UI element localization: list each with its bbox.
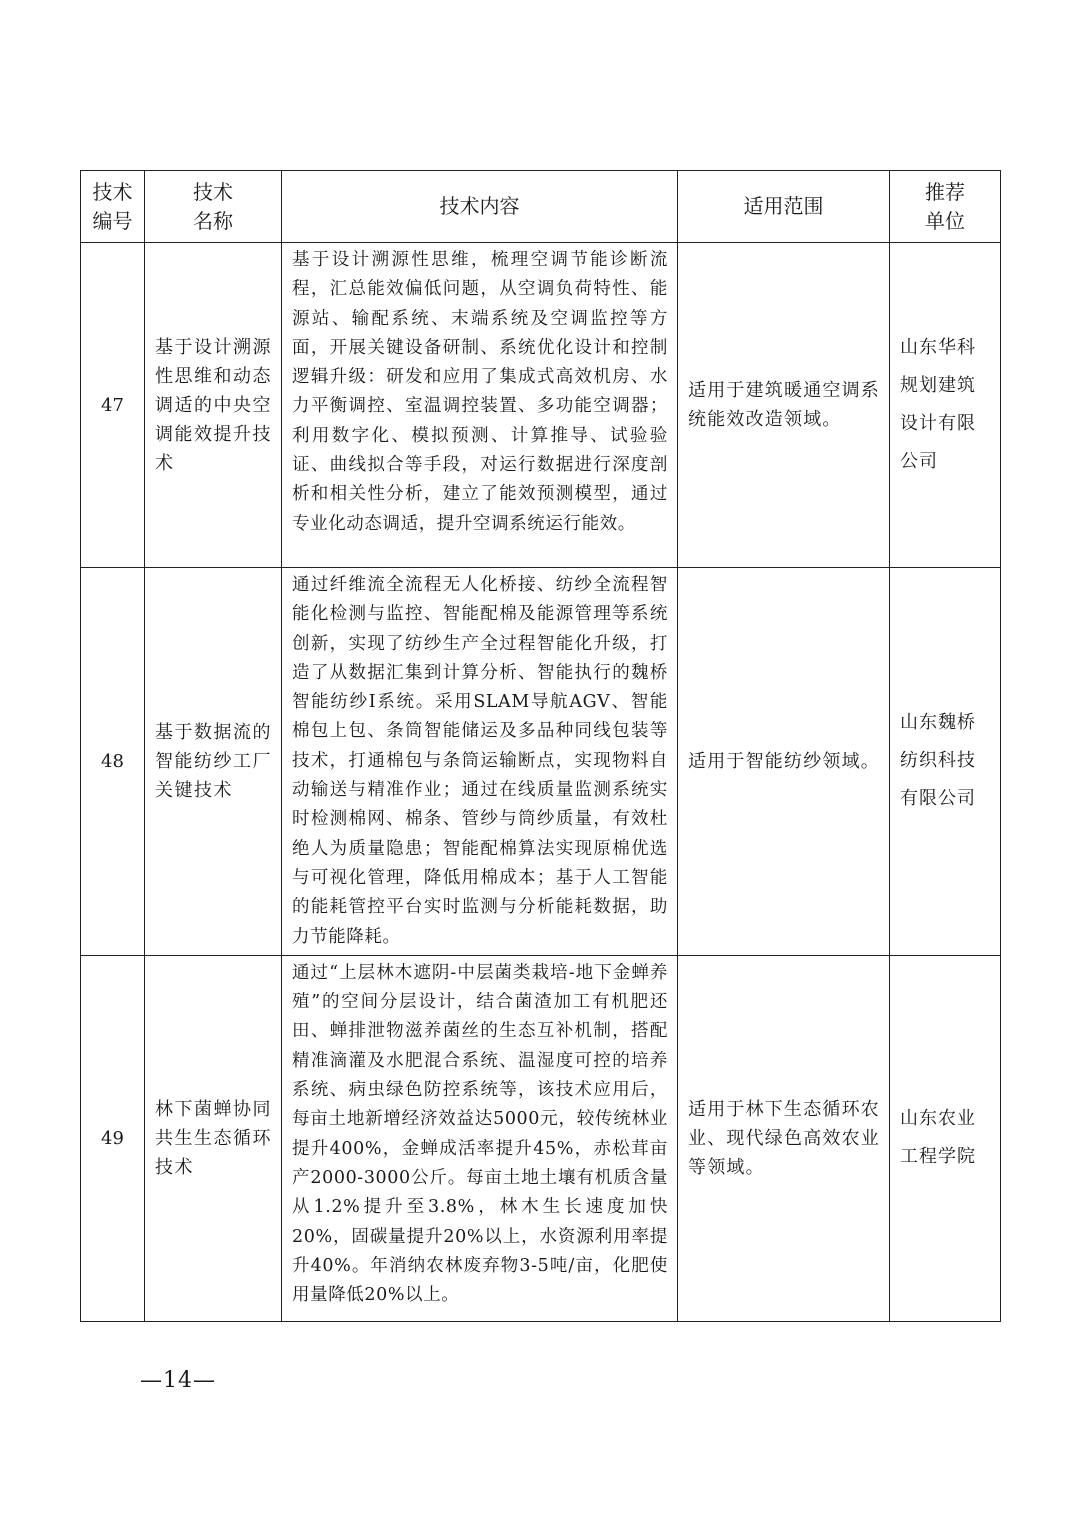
header-row xyxy=(81,171,1001,243)
tech-content-cell: 通过纤维流全流程无人化桥接、纺纱全流程智能化检测与监控、智能配棉及能源管理等系统创新，实现了纺纱生产全过程智能化升级，打造了从数据汇集到计算分析、智能执行的魏桥智能纺纱I系统。采用SLAM导航AGV、智能棉包上包、条筒智能储运及多品种同线包装等技术，打通棉包与条筒运输断点，实现物料自动输送与精准作业；通过在线质量监测系统实时检测棉网、棉条、管纱与筒纱质量，有效杜绝人为质量隐患；智能配棉算法实现原棉优选与可视化管理，降低用棉成本；基于人工智能的能耗管控平台实时监测与分析能耗数据，助力节能降耗。 xyxy=(282,568,678,956)
header-tech-content-label: 技术内容 xyxy=(439,194,520,218)
header-tech-number-label: 技术 编号 xyxy=(92,179,133,233)
table-body xyxy=(81,243,1001,1322)
tech-content-cell: 通过“上层林木遮阴-中层菌类栽培-地下金蝉养殖”的空间分层设计，结合菌渣加工有机肥还田、蝉排泄物滋养菌丝的生态互补机制，搭配精准滴灌及水肥混合系统、温湿度可控的培养系统、病虫绿色防控系统等，该技术应用后，每亩土地新增经济效益达5000元，较传统林业提升400%，金蝉成活率提升45%，赤松茸亩产2000-3000公斤。每亩土地土壤有机质含量从1.2%提升至3.8%，林木生长速度加快20%，固碳量提升20%以上，水资源利用率提升40%。年消纳农林废弃物3-5吨/亩，化肥使用量降低20%以上。 xyxy=(282,955,678,1321)
scope-cell: 适用于林下生态循环农业、现代绿色高效农业等领域。 xyxy=(678,955,890,1321)
header-recommending-unit-label: 推荐 单位 xyxy=(925,179,965,233)
recommending-unit-cell: 山东华科规划建筑设计有限公司 xyxy=(890,243,1001,568)
header-tech-name-label: 技术 名称 xyxy=(193,179,233,233)
header-tech-name xyxy=(145,171,282,243)
header-tech-number xyxy=(81,171,145,243)
scope-cell: 适用于智能纺纱领域。 xyxy=(678,568,890,956)
tech-number-cell: 48 xyxy=(81,568,145,956)
header-tech-content xyxy=(282,171,678,243)
header-recommending-unit xyxy=(890,171,1001,243)
tech-content-cell: 基于设计溯源性思维，梳理空调节能诊断流程，汇总能效偏低问题，从空调负荷特性、能源站、输配系统、末端系统及空调监控等方面，开展关键设备研制、系统优化设计和控制逻辑升级：研发和应用了集成式高效机房、水力平衡调控、室温调控装置、多功能空调器；利用数字化、模拟预测、计算推导、试验验证、曲线拟合等手段，对运行数据进行深度剖析和相关性分析，建立了能效预测模型，通过专业化动态调适，提升空调系统运行能效。 xyxy=(282,243,678,568)
tech-name-cell: 林下菌蝉协同共生生态循环技术 xyxy=(145,955,282,1321)
scope-cell: 适用于建筑暖通空调系统能效改造领域。 xyxy=(678,243,890,568)
tech-name-cell: 基于数据流的智能纺纱工厂关键技术 xyxy=(145,568,282,956)
page-number: —14— xyxy=(140,1368,216,1393)
table-header xyxy=(81,171,1001,243)
header-scope xyxy=(678,171,890,243)
recommending-unit-cell: 山东农业工程学院 xyxy=(890,955,1001,1321)
table-row xyxy=(81,243,1001,568)
table-row xyxy=(81,568,1001,956)
header-scope-label: 适用范围 xyxy=(743,194,824,218)
table-row xyxy=(81,955,1001,1321)
tech-number-cell: 47 xyxy=(81,243,145,568)
tech-number-cell: 49 xyxy=(81,955,145,1321)
tech-name-cell: 基于设计溯源性思维和动态调适的中央空调能效提升技术 xyxy=(145,243,282,568)
recommending-unit-cell: 山东魏桥纺织科技有限公司 xyxy=(890,568,1001,956)
technology-table xyxy=(80,170,1001,1322)
